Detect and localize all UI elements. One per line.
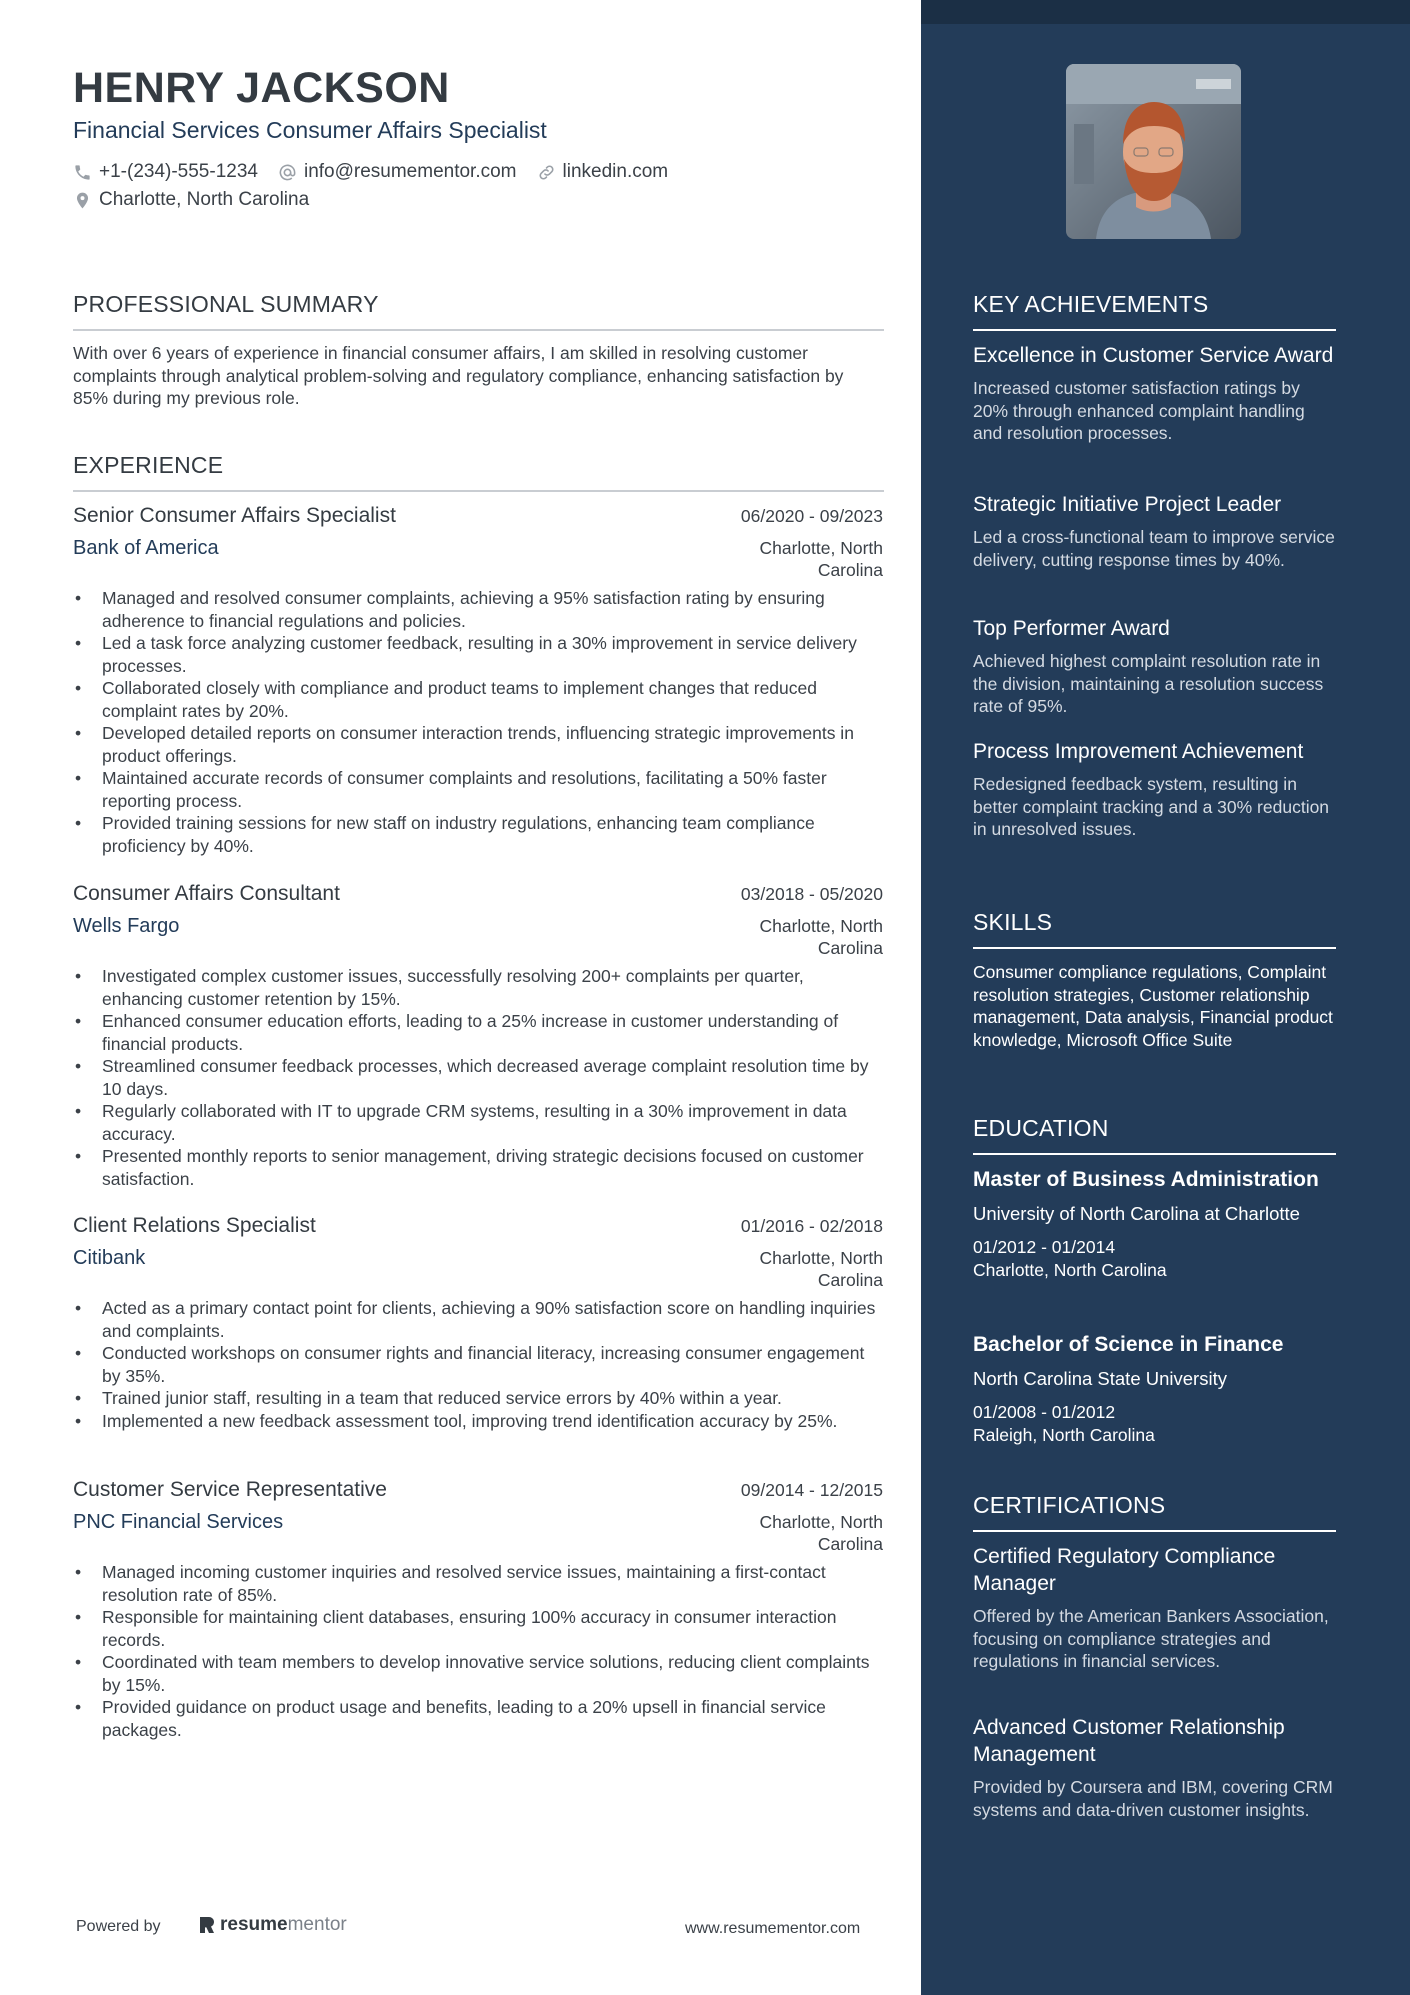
certification-text: Offered by the American Bankers Association, focusing on compliance strategies and regulations in financial services. [973,1606,1329,1671]
achievement-title: Excellence in Customer Service Award [973,344,1334,367]
bullet-item: • Provided guidance on product usage and benefits, leading to a 20% upsell in financial service packages. [73,1696,883,1741]
bullet-item: • Investigated complex customer issues, successfully resolving 200+ complaints per quarter, enhancing customer retention by 15%. [73,965,883,1010]
education-degree: Bachelor of Science in Finance [973,1333,1284,1356]
email-text: info@resumementor.com [303,161,517,182]
logo-text-light: mentor [287,1914,347,1935]
link-icon [537,163,556,182]
experience-heading: EXPERIENCE [73,452,224,478]
bullet-item: • Presented monthly reports to senior management, driving strategic decisions focused on customer satisfaction. [73,1145,883,1190]
bullet-item: • Maintained accurate records of consumer complaints and resolutions, facilitating a 50% faster reporting process. [73,767,883,812]
job-entry [73,504,883,857]
certification-item [973,1714,1338,1821]
achievement-title: Top Performer Award [973,617,1170,640]
candidate-name: HENRY JACKSON [73,64,450,112]
education-location: Raleigh, North Carolina [973,1424,1155,1445]
linkedin-text: linkedin.com [562,161,669,182]
bullet-item: • Managed and resolved consumer complaints, achieving a 95% satisfaction rating by ensuring adherence to financial regulations and policies. [73,587,883,632]
achievement-item [973,491,1338,571]
resumementor-logo[interactable] [198,1914,347,1936]
certification-text: Provided by Coursera and IBM, covering CRM systems and data-driven customer insights. [973,1777,1333,1820]
phone-icon [73,163,92,182]
skills-heading: SKILLS [973,909,1053,935]
location-text: Charlotte, North Carolina [99,189,310,210]
job-company: Bank of America [73,537,219,559]
candidate-title: Financial Services Consumer Affairs Specialist [73,117,547,143]
job-role: Client Relations Specialist [73,1214,316,1237]
summary-text: With over 6 years of experience in financial consumer affairs, I am skilled in resolving customer complaints through analytical problem-solving and regulatory compliance, enhancing satisfaction by 85% during my previous role. [73,343,844,408]
experience-divider [73,490,884,492]
certifications-divider [973,1530,1336,1532]
job-bullets [73,587,883,857]
portrait-image [1066,64,1241,239]
achievement-text: Increased customer satisfaction ratings by 20% through enhanced complaint handling and resolution processes. [973,378,1305,443]
job-dates: 06/2020 - 09/2023 [740,506,883,526]
job-company: Citibank [73,1247,146,1269]
profile-photo [1066,64,1241,239]
logo-text-bold: resume [220,1914,288,1935]
bullet-item: • Led a task force analyzing customer feedback, resulting in a 30% improvement in service delivery processes. [73,632,883,677]
contact-row-location [73,189,329,211]
bullet-item: • Enhanced consumer education efforts, leading to a 25% increase in customer understanding of financial products. [73,1010,883,1055]
job-company: Wells Fargo [73,915,180,937]
contact-location [73,189,309,211]
summary-divider [73,329,884,331]
bullet-item: • Conducted workshops on consumer rights and financial literacy, increasing consumer engagement by 35%. [73,1342,883,1387]
powered-by-label: Powered by [76,1918,161,1935]
job-location: Charlotte, North Carolina [759,916,883,958]
bullet-item: • Provided training sessions for new staff on industry regulations, enhancing team compliance proficiency by 40%. [73,812,883,857]
bullet-item: • Trained junior staff, resulting in a team that reduced service errors by 40% within a year. [73,1387,883,1410]
job-dates: 09/2014 - 12/2015 [740,1480,883,1500]
skills-divider [973,947,1336,949]
job-bullets [73,1297,883,1432]
skills-block [973,961,1338,1051]
job-location: Charlotte, North Carolina [759,1248,883,1290]
education-item [973,1166,1338,1281]
job-bullets [73,965,883,1190]
job-entry [73,1214,883,1432]
education-location: Charlotte, North Carolina [973,1259,1167,1280]
bullet-item: • Streamlined consumer feedback processes, which decreased average complaint resolution time by 10 days. [73,1055,883,1100]
certification-title: Certified Regulatory Compliance Manager [973,1545,1276,1595]
achievement-text: Led a cross-functional team to improve service delivery, cutting response times by 40%. [973,527,1335,570]
contact-phone[interactable] [73,161,258,183]
contact-email[interactable] [278,161,517,183]
education-school: University of North Carolina at Charlotte [973,1203,1300,1224]
achievements-divider [973,329,1336,331]
achievement-item [973,342,1338,445]
contact-row [73,161,688,183]
achievements-heading: KEY ACHIEVEMENTS [973,291,1209,317]
achievement-item [973,738,1338,841]
sidebar-top-bar [921,0,1410,24]
education-dates: 01/2008 - 01/2012 [973,1402,1116,1422]
education-heading: EDUCATION [973,1115,1109,1141]
bullet-item: • Developed detailed reports on consumer interaction trends, influencing strategic improvements in product offerings. [73,722,883,767]
bullet-item: • Collaborated closely with compliance and product teams to implement changes that reduced complaint rates by 20%. [73,677,883,722]
education-divider [973,1153,1336,1155]
at-icon [278,163,297,182]
resumementor-logo-icon [198,1915,216,1935]
summary-heading: PROFESSIONAL SUMMARY [73,291,379,317]
skills-text: Consumer compliance regulations, Complaint resolution strategies, Customer relationship management, Data analysis, Financial product knowledge, Microsoft Office Suite [973,962,1333,1050]
bullet-item: • Acted as a primary contact point for clients, achieving a 90% satisfaction score on handling inquiries and complaints. [73,1297,883,1342]
contact-linkedin[interactable] [537,161,669,183]
bullet-item: • Managed incoming customer inquiries and resolved service issues, maintaining a first-contact resolution rate of 85%. [73,1561,883,1606]
job-role: Consumer Affairs Consultant [73,882,340,905]
achievement-item [973,615,1338,718]
job-role: Customer Service Representative [73,1478,387,1501]
job-location: Charlotte, North Carolina [759,538,883,580]
bullet-item: • Coordinated with team members to develop innovative service solutions, reducing client complaints by 15%. [73,1651,883,1696]
education-item [973,1331,1338,1446]
footer-url[interactable]: www.resumementor.com [685,1920,861,1937]
achievement-title: Strategic Initiative Project Leader [973,493,1282,516]
certification-item [973,1543,1338,1673]
achievement-title: Process Improvement Achievement [973,740,1304,763]
certifications-heading: CERTIFICATIONS [973,1492,1166,1518]
certification-title: Advanced Customer Relationship Management [973,1716,1285,1766]
job-dates: 03/2018 - 05/2020 [740,884,883,904]
phone-text: +1-(234)-555-1234 [99,161,258,182]
achievement-text: Redesigned feedback system, resulting in better complaint tracking and a 30% reduction in unresolved issues. [973,774,1330,839]
bullet-item: • Implemented a new feedback assessment tool, improving trend identification accuracy by 25%. [73,1410,883,1433]
bullet-item: • Responsible for maintaining client databases, ensuring 100% accuracy in consumer interaction records. [73,1606,883,1651]
bullet-item: • Regularly collaborated with IT to upgrade CRM systems, resulting in a 30% improvement in data accuracy. [73,1100,883,1145]
job-dates: 01/2016 - 02/2018 [740,1216,883,1236]
education-dates: 01/2012 - 01/2014 [973,1237,1116,1257]
job-location: Charlotte, North Carolina [759,1512,883,1554]
job-entry [73,1478,883,1741]
map-pin-icon [73,191,92,210]
achievement-text: Achieved highest complaint resolution rate in the division, maintaining a resolution success rate of 95%. [973,651,1324,716]
education-degree: Master of Business Administration [973,1168,1319,1191]
job-entry [73,882,883,1190]
education-school: North Carolina State University [973,1368,1227,1389]
job-bullets [73,1561,883,1741]
job-company: PNC Financial Services [73,1511,284,1533]
job-role: Senior Consumer Affairs Specialist [73,504,396,527]
